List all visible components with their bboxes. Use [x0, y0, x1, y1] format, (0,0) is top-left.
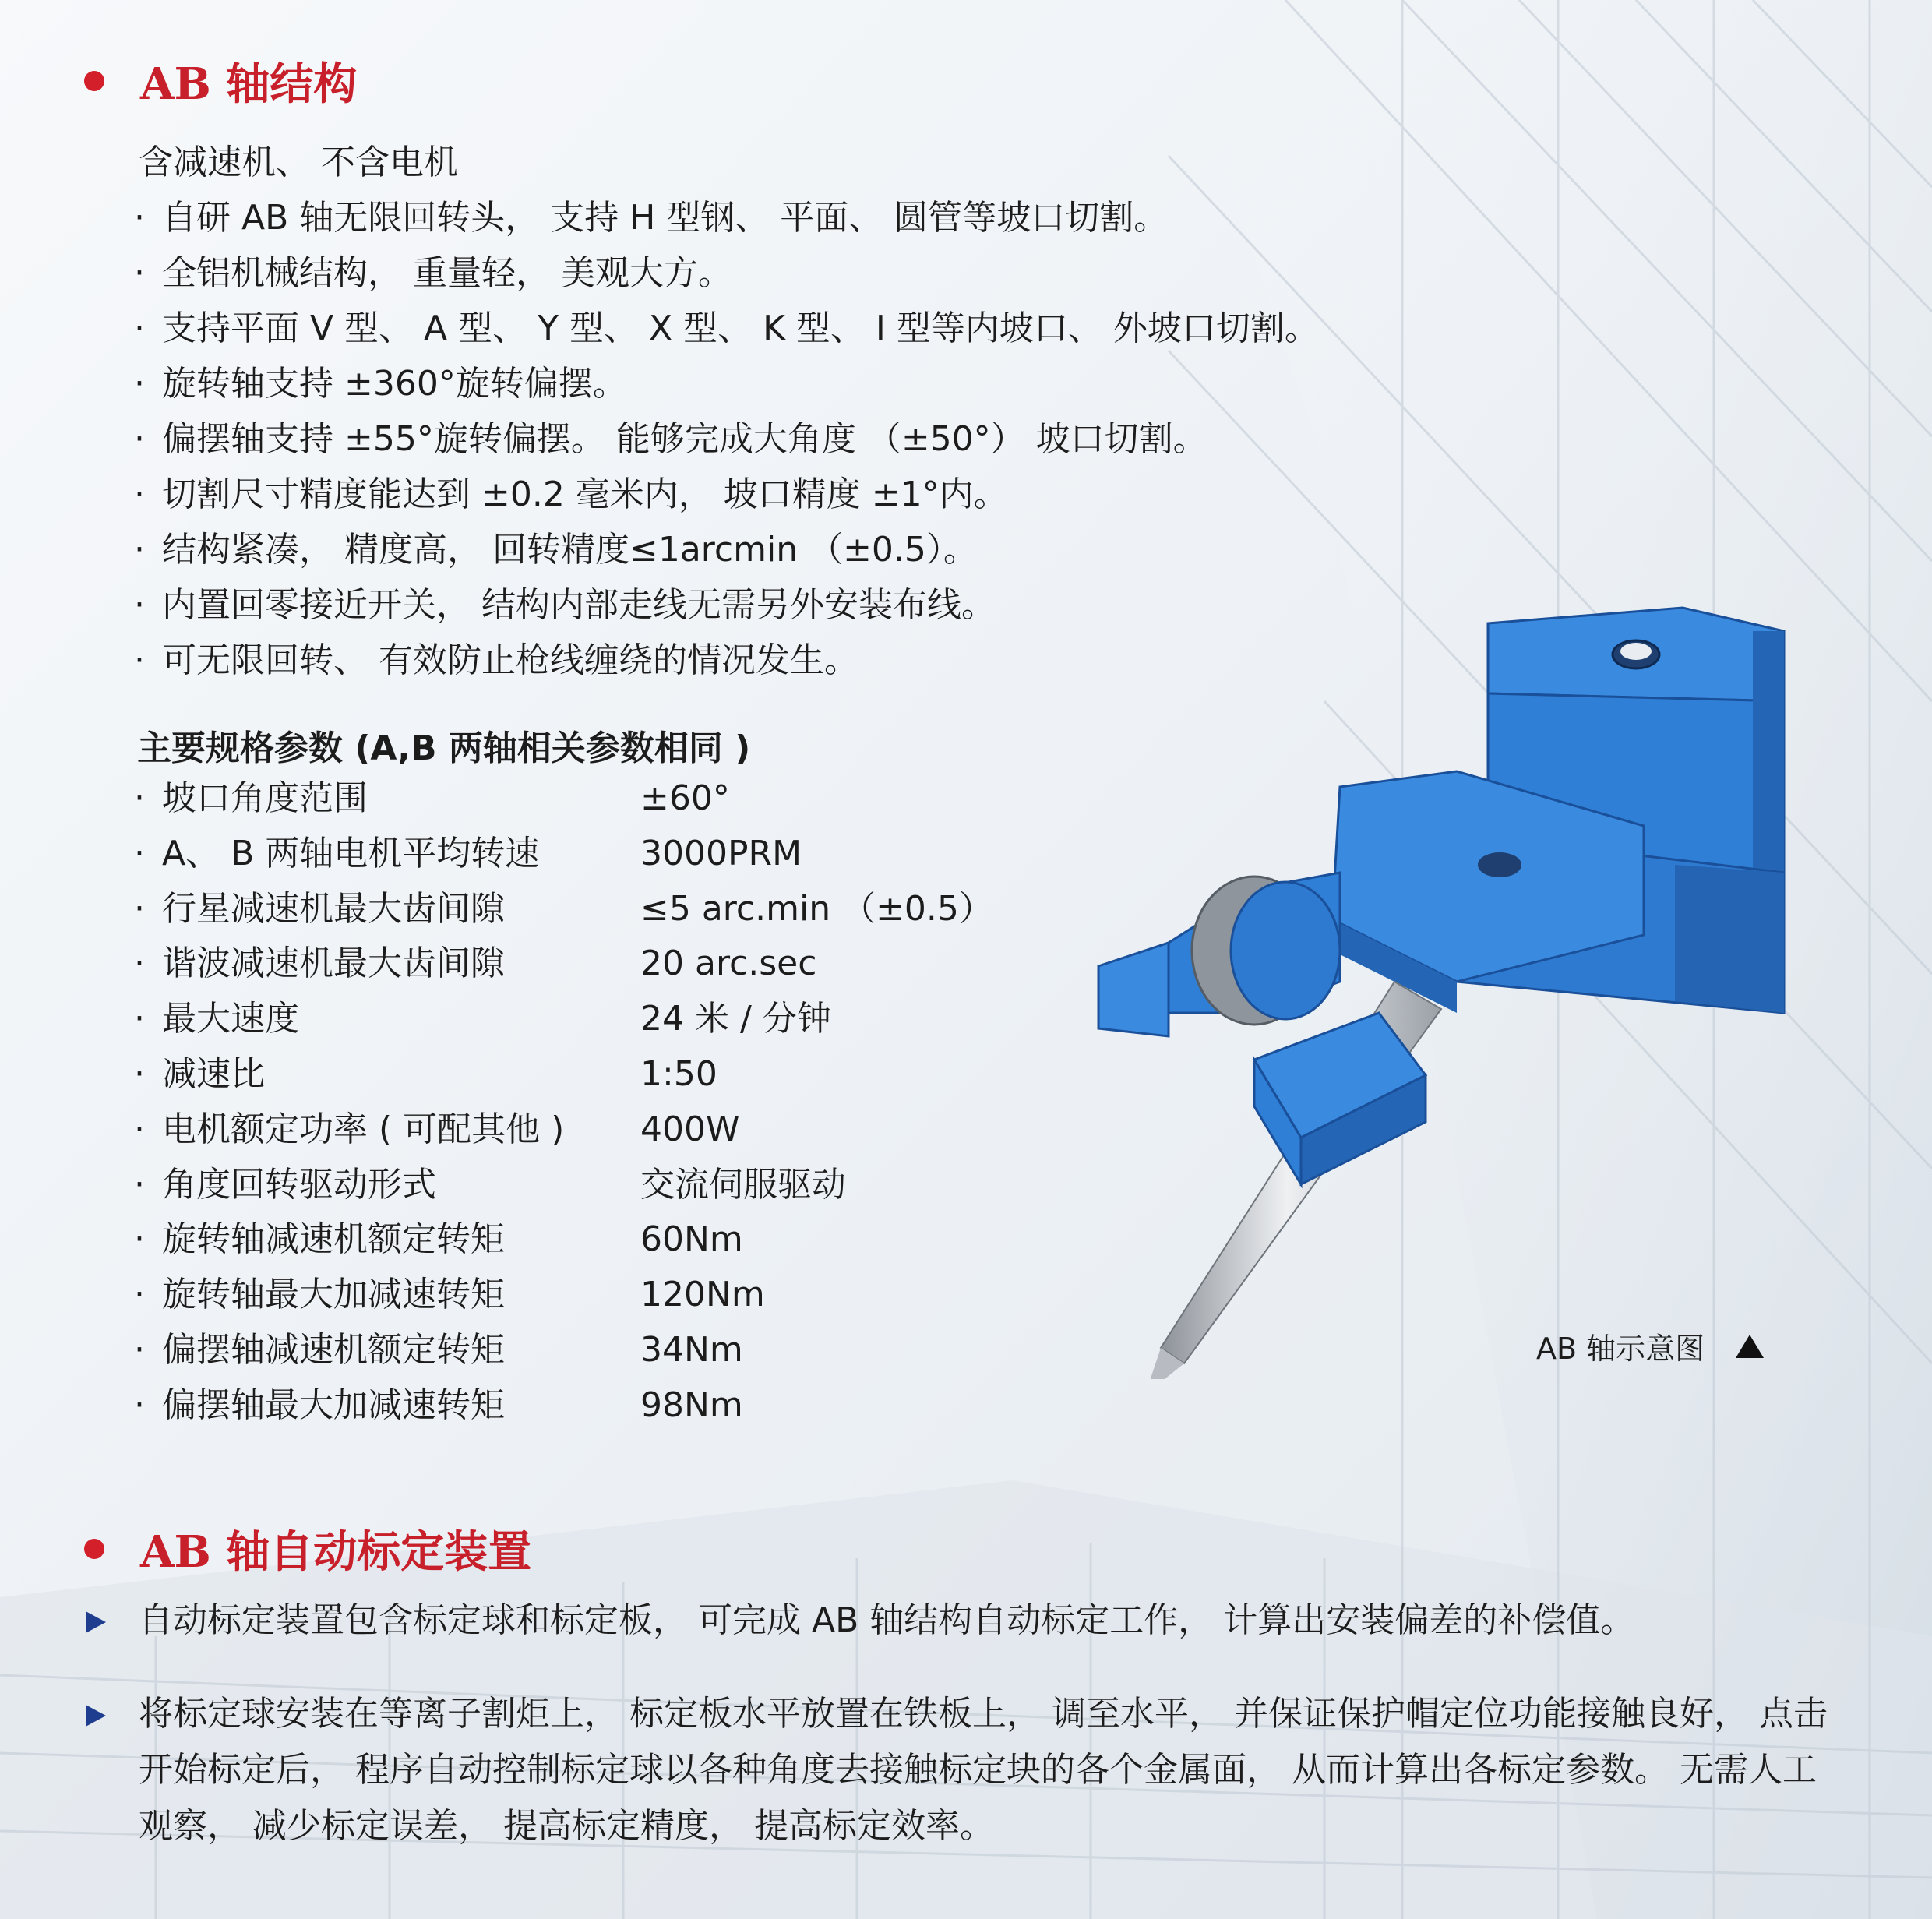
- bullet: ·: [134, 999, 145, 1039]
- spec-value: 60Nm: [640, 1219, 743, 1260]
- section2-title: AB 轴自动标定装置: [140, 1526, 532, 1578]
- bullet: ·: [134, 585, 145, 625]
- bullet: ·: [134, 1053, 145, 1094]
- paragraph-text: 将标定球安装在等离子割炬上， 标定板水平放置在铁板上， 调至水平， 并保证保护帽定位功能接触良好， 点击开始标定后， 程序自动控制标定球以各种角度去接触标定块的各个金属面， 从而计算出各标定参数。 无需人工观察， 减少标定误差， 提高标定精度， 提高标定效率。: [139, 1694, 1828, 1846]
- list-item: · 自研 AB 轴无限回转头， 支持 H 型钢、 平面、 圆管等坡口切割。: [134, 190, 1319, 245]
- spec-row: [134, 882, 993, 937]
- spec-label: 角度回转驱动形式: [162, 1164, 436, 1205]
- list-item: · 切割尺寸精度能达到 ±0.2 毫米内， 坡口精度 ±1°内。: [134, 467, 1319, 522]
- spec-value: 120Nm: [640, 1275, 765, 1315]
- image-caption-text: AB 轴示意图: [1536, 1332, 1705, 1366]
- bullet: ·: [134, 474, 145, 514]
- list-item: · 偏摆轴支持 ±55°旋转偏摆。 能够完成大角度 （±50°） 坡口切割。: [134, 411, 1319, 467]
- spec-label: 最大速度: [162, 999, 299, 1039]
- bullet: ·: [134, 309, 145, 348]
- list-item: · 全铝机械结构， 重量轻， 美观大方。: [134, 245, 1319, 301]
- triangle-up-icon: [1736, 1335, 1764, 1358]
- bullet: ·: [134, 419, 145, 459]
- list-item: · 内置回零接近开关， 结构内部走线无需另外安装布线。: [134, 577, 1319, 633]
- spec-label: 旋转轴最大加减速转矩: [162, 1275, 505, 1315]
- bullet: ·: [134, 1275, 145, 1315]
- list-item: · 旋转轴支持 ±360°旋转偏摆。: [134, 356, 1319, 411]
- spec-title: 主要规格参数 (A,B 两轴相关参数相同 ): [137, 728, 751, 768]
- spec-list: [134, 771, 993, 1434]
- paragraph-item: [86, 1686, 1831, 1854]
- spec-value: 400W: [640, 1109, 740, 1149]
- spec-label: 减速比: [162, 1053, 265, 1094]
- spec-label: 偏摆轴最大加减速转矩: [162, 1385, 505, 1425]
- spec-value: 20 arc.sec: [640, 944, 817, 984]
- list-item: · 结构紧凑， 精度高， 回转精度≤1arcmin （±0.5）。: [134, 522, 1319, 577]
- spec-row: [134, 1323, 993, 1378]
- spec-row: [134, 1047, 993, 1102]
- bullet: ·: [134, 888, 145, 929]
- spec-row: [134, 992, 993, 1047]
- bullet: ·: [134, 640, 145, 680]
- section2-heading: [84, 1518, 531, 1580]
- spec-label: 偏摆轴减速机额定转矩: [162, 1329, 505, 1370]
- bullet: ·: [134, 1164, 145, 1205]
- bullet: ·: [134, 253, 145, 293]
- spec-row: [134, 1212, 993, 1268]
- bullet: ·: [134, 1329, 145, 1370]
- spec-value: 98Nm: [640, 1385, 743, 1425]
- spec-value: 1:50: [640, 1053, 717, 1094]
- bullet: ·: [134, 833, 145, 873]
- spec-label: 电机额定功率 ( 可配其他 ): [162, 1109, 565, 1149]
- bullet: ·: [134, 198, 145, 238]
- bullet: ·: [134, 1109, 145, 1149]
- bullet: ·: [134, 1385, 145, 1425]
- spec-value: ≤5 arc.min （±0.5）: [640, 888, 993, 929]
- spec-row: [134, 1158, 993, 1213]
- spec-row: [134, 1268, 993, 1323]
- section1-heading: [84, 50, 357, 112]
- spec-value: 24 米 / 分钟: [640, 999, 831, 1039]
- spec-value: 34Nm: [640, 1329, 743, 1370]
- arrow-right-icon: [86, 1611, 106, 1633]
- bullet: ·: [134, 530, 145, 570]
- spec-value: 交流伺服驱动: [640, 1164, 846, 1205]
- spec-label: 坡口角度范围: [162, 778, 368, 818]
- red-dot-icon: [84, 71, 104, 91]
- section1-subtitle: 含减速机、 不含电机: [139, 143, 458, 182]
- spec-label: 谐波减速机最大齿间隙: [162, 944, 505, 984]
- paragraph-item: [86, 1593, 1831, 1649]
- spec-row: [134, 937, 993, 992]
- ab-axis-machine-illustration: [1052, 577, 1800, 1379]
- paragraph-text: 自动标定装置包含标定球和标定板， 可完成 AB 轴结构自动标定工作， 计算出安装偏差的补偿值。: [139, 1600, 1635, 1640]
- spec-label: A、 B 两轴电机平均转速: [162, 833, 540, 873]
- red-dot-icon: [84, 1539, 104, 1559]
- spec-label: 行星减速机最大齿间隙: [162, 888, 505, 929]
- bullet: ·: [134, 944, 145, 984]
- spec-row: [134, 827, 993, 882]
- spec-row: [134, 1102, 993, 1158]
- list-item: · 可无限回转、 有效防止枪线缠绕的情况发生。: [134, 633, 1319, 688]
- list-item: · 支持平面 V 型、 A 型、 Y 型、 X 型、 K 型、 I 型等内坡口、 外坡口切割。: [134, 301, 1319, 356]
- spec-value: 3000PRM: [640, 833, 802, 873]
- bullet: ·: [134, 778, 145, 818]
- bullet: ·: [134, 364, 145, 404]
- spec-value: ±60°: [640, 778, 730, 818]
- spec-row: [134, 1378, 993, 1434]
- spec-label: 旋转轴减速机额定转矩: [162, 1219, 505, 1260]
- section1-title: AB 轴结构: [140, 58, 358, 110]
- bullet: ·: [134, 1219, 145, 1260]
- image-caption: [1536, 1325, 1764, 1367]
- arrow-right-icon: [86, 1705, 106, 1727]
- spec-row: [134, 771, 993, 827]
